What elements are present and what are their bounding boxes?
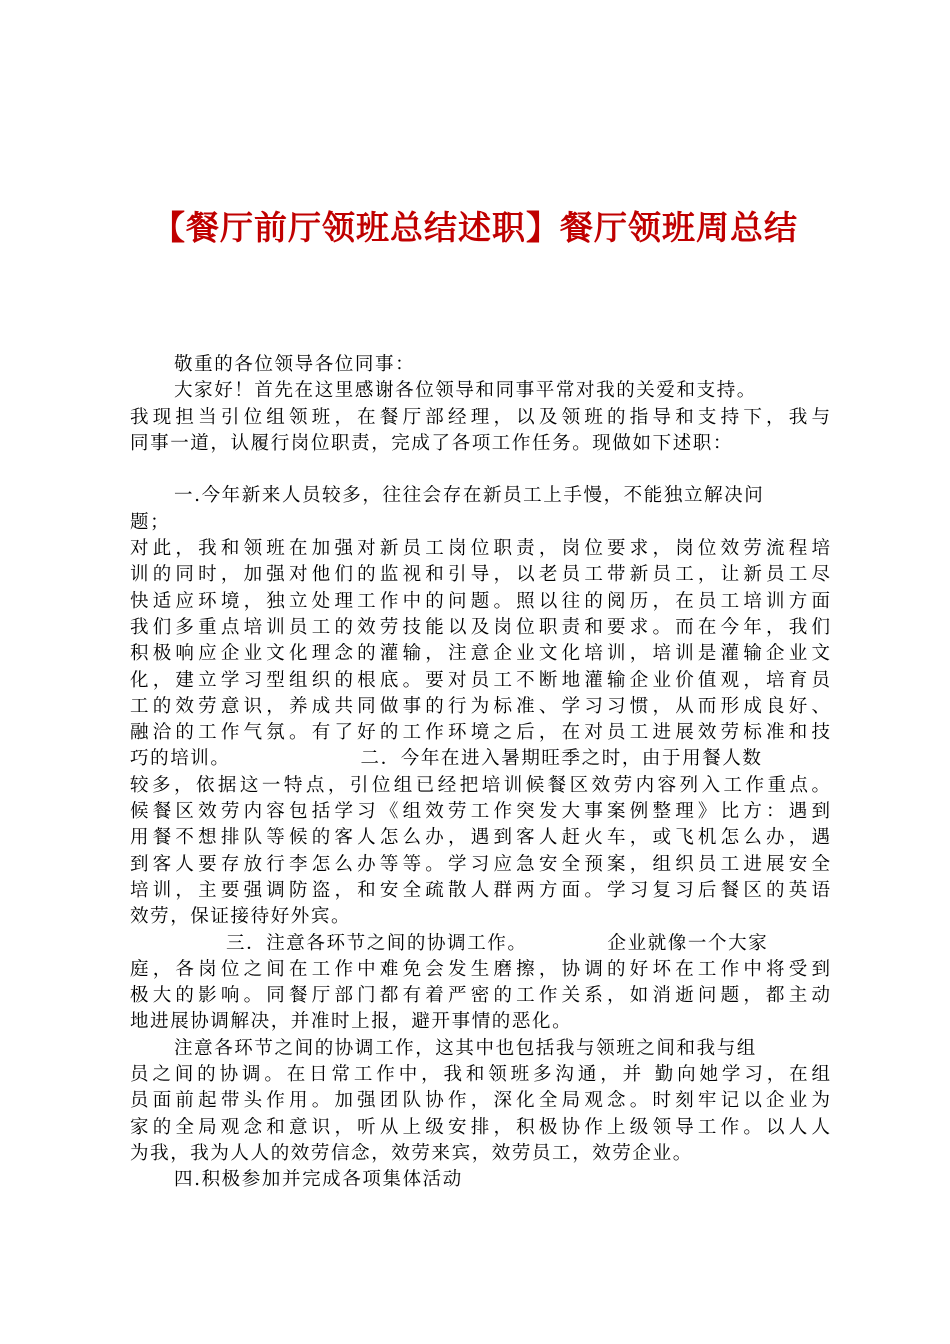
document-title: 【餐厅前厅领班总结述职】餐厅领班周总结 bbox=[152, 208, 798, 247]
paragraph-line: 候餐区效劳内容包括学习《组效劳工作突发大事案例整理》比方：遇到 bbox=[130, 801, 830, 823]
blank-line bbox=[130, 457, 830, 483]
paragraph-line: 工的效劳意识，养成共同做事的行为标准、学习习惯，从而形成良好、 bbox=[130, 695, 830, 717]
paragraph-line bbox=[130, 931, 830, 957]
paragraph-line: 用餐不想排队等候的客人怎么办，遇到客人赶火车，或飞机怎么办，遇 bbox=[130, 827, 830, 849]
section-heading-3: 三．注意各环节之间的协调工作。 bbox=[226, 932, 528, 954]
paragraph-line: 效劳，保证接待好外宾。 bbox=[130, 906, 352, 928]
paragraph-line: 大家好！首先在这里感谢各位领导和同事平常对我的关爱和支持。 bbox=[174, 380, 757, 402]
paragraph-line: 化，建立学习型组织的根底。要对员工不断地灌输企业价值观，培育员 bbox=[130, 669, 830, 691]
section-heading-4: 四.积极参加并完成各项集体活动 bbox=[174, 1169, 463, 1191]
paragraph-line: 到客人要存放行李怎么办等等。学习应急安全预案，组织员工进展安全 bbox=[130, 853, 830, 875]
paragraph-line: 员面前起带头作用。加强团队协作，深化全局观念。时刻牢记以企业为 bbox=[130, 1090, 830, 1112]
paragraph-line: 员之间的协调。在日常工作中，我和领班多沟通，并 勤向她学习，在组 bbox=[130, 1064, 830, 1086]
document-body bbox=[130, 352, 830, 1194]
paragraph-line: 地进展协调解决，并准时上报，避开事情的恶化。 bbox=[130, 1011, 573, 1033]
paragraph-line: 对此，我和领班在加强对新员工岗位职责，岗位要求，岗位效劳流程培 bbox=[130, 538, 830, 560]
paragraph-line: 快适应环境，独立处理工作中的问题。照以往的阅历，在员工培训方面 bbox=[130, 590, 830, 612]
paragraph-line: 为我，我为人人的效劳信念，效劳来宾，效劳员工，效劳企业。 bbox=[130, 1142, 693, 1164]
section-heading-1: 一.今年新来人员较多，往往会存在新员工上手慢，不能独立解决问 bbox=[174, 485, 765, 507]
paragraph-line: 积极响应企业文化理念的灌输，注意企业文化培训，培训是灌输企业文 bbox=[130, 643, 830, 665]
paragraph-line: 极大的影响。同餐厅部门都有着严密的工作关系，如消逝问题，都主动 bbox=[130, 985, 830, 1007]
salutation: 敬重的各位领导各位同事： bbox=[174, 354, 416, 375]
paragraph-line: 培训，主要强调防盗，和安全疏散人群两方面。学习复习后餐区的英语 bbox=[130, 879, 830, 901]
paragraph-line: 题； bbox=[130, 511, 171, 533]
paragraph-line: 训的同时，加强对他们的监视和引导，以老员工带新员工，让新员工尽 bbox=[130, 564, 830, 586]
paragraph-line: 融洽的工作气氛。有了好的工作环境之后，在对员工进展效劳标准和技 bbox=[130, 722, 830, 744]
paragraph-line: 我现担当引位组领班，在餐厅部经理，以及领班的指导和支持下，我与 bbox=[130, 406, 830, 428]
paragraph-line: 同事一道，认履行岗位职责，完成了各项工作任务。现做如下述职： bbox=[130, 432, 734, 454]
paragraph-line: 庭，各岗位之间在工作中难免会发生磨擦，协调的好坏在工作中将受到 bbox=[130, 958, 830, 980]
paragraph-line: 注意各环节之间的协调工作，这其中也包括我与领班之间和我与组 bbox=[174, 1037, 757, 1059]
paragraph-line: 较多，依据这一特点，引位组已经把培训候餐区效劳内容列入工作重点。 bbox=[130, 774, 830, 796]
paragraph-line-start: 企业就像一个大家 bbox=[607, 932, 769, 954]
paragraph-line bbox=[130, 746, 830, 772]
section-heading-2: 二．今年在进入暑期旺季之时，由于用餐人数 bbox=[360, 748, 763, 770]
paragraph-line: 家的全局观念和意识，听从上级安排，积极协作上级领导工作。以人人 bbox=[130, 1116, 830, 1138]
paragraph-line: 我们多重点培训员工的效劳技能以及岗位职责和要求。而在今年，我们 bbox=[130, 616, 830, 638]
paragraph-line-end: 巧的培训。 bbox=[130, 748, 231, 770]
